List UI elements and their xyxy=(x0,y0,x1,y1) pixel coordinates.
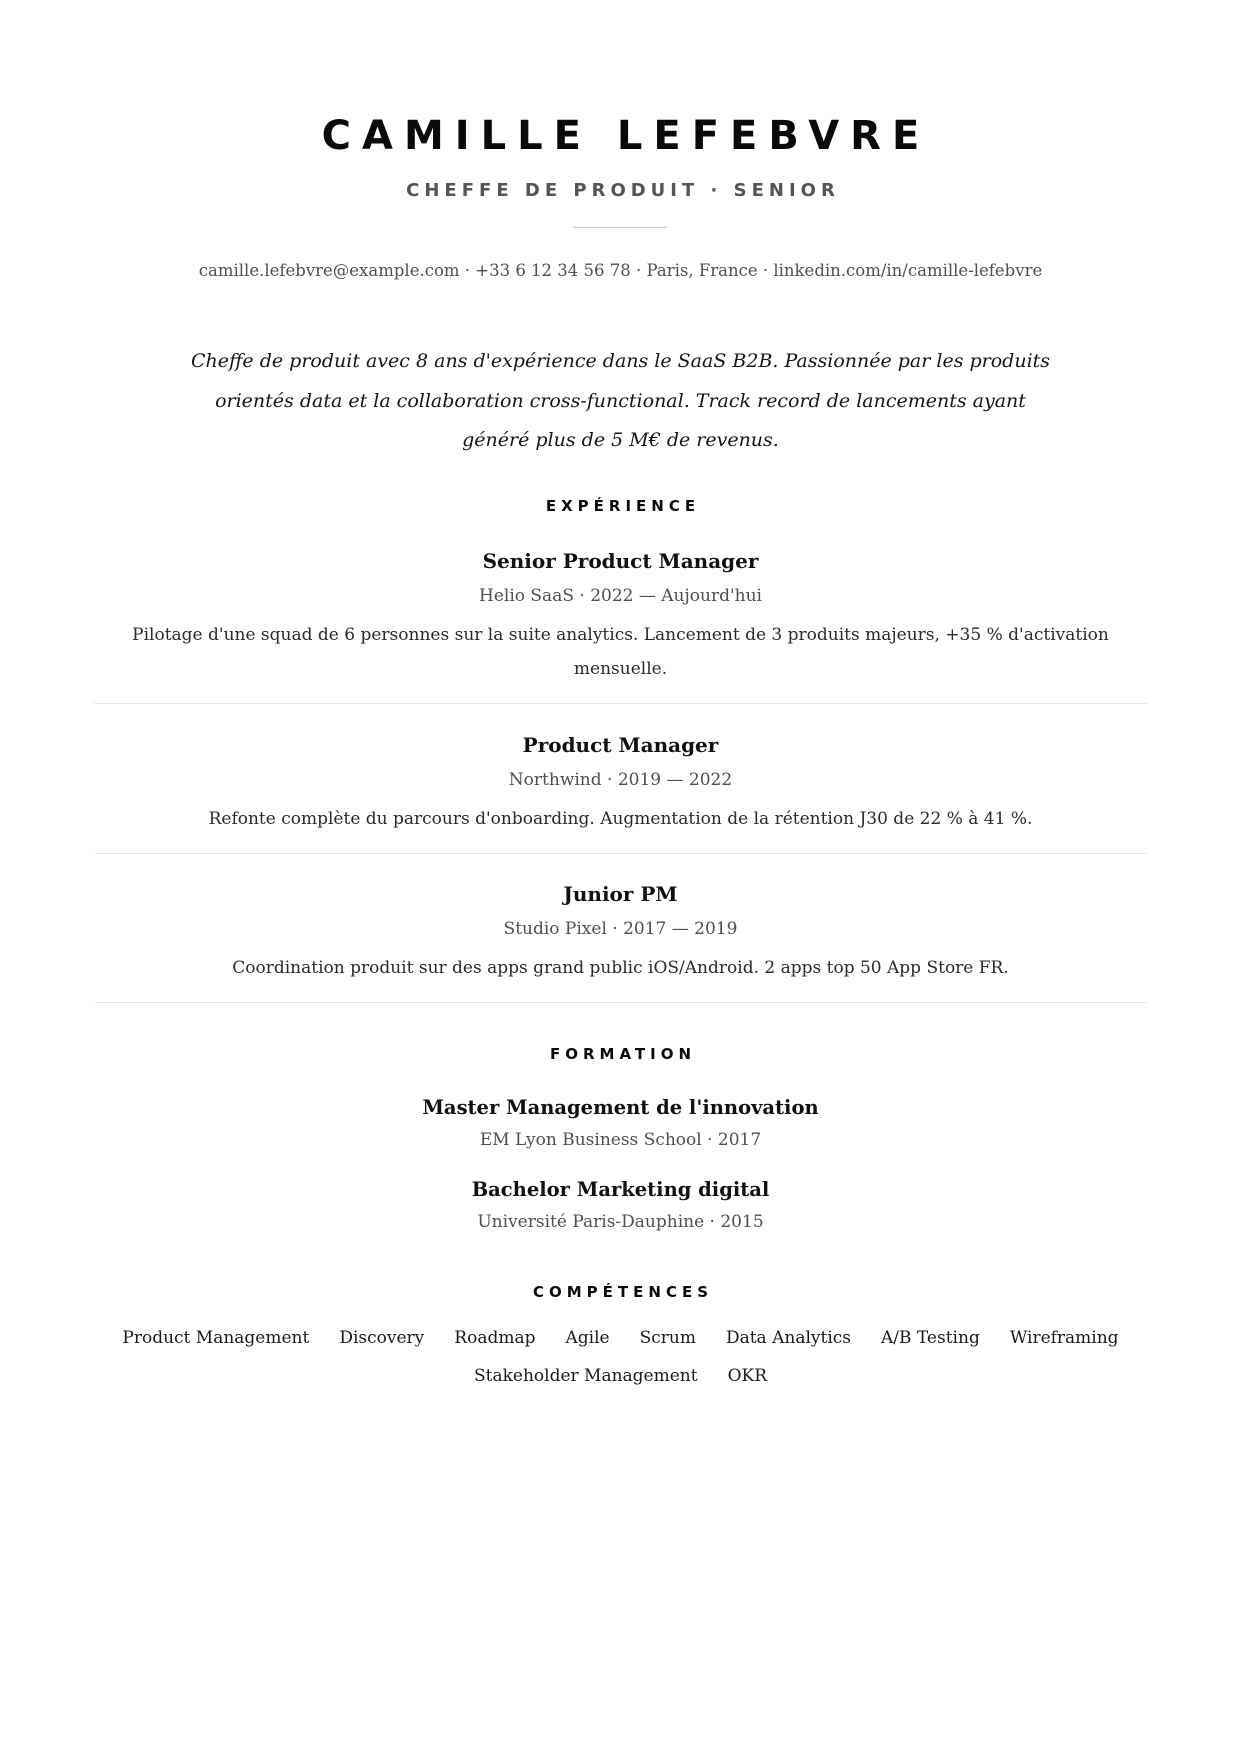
job-title: Product Manager xyxy=(522,733,719,757)
experience-item xyxy=(94,880,1147,1003)
skills-heading: COMPÉTENCES xyxy=(532,1283,714,1301)
contact-line: camille.lefebvre@example.com · +33 6 12 34 56 78 · Paris, France · linkedin.com/in/camille-lefebvre xyxy=(198,261,1043,280)
profile-summary: Cheffe de produit avec 8 ans d'expérience dans le SaaS B2B. Passionnée par les produits orientés data et la collaboration cross-functional. Track record de lancements ayant généré plus de 5 M€ de revenus. xyxy=(190,350,1051,451)
job-title: Senior Product Manager xyxy=(482,549,759,573)
skill-item: Stakeholder Management xyxy=(473,1366,698,1386)
skill-item: Product Management xyxy=(122,1328,310,1348)
skill-item: Agile xyxy=(565,1328,610,1348)
job-description: Refonte complète du parcours d'onboarding. Augmentation de la rétention J30 de 22 % à 41 %. xyxy=(208,809,1033,829)
job-meta: Helio SaaS · 2022 — Aujourd'hui xyxy=(479,586,762,606)
education-item xyxy=(94,1094,1147,1152)
skill-item: Scrum xyxy=(639,1328,696,1348)
degree-meta: EM Lyon Business School · 2017 xyxy=(479,1130,762,1150)
skills-list xyxy=(114,1326,1127,1388)
header-divider xyxy=(573,227,667,228)
job-description: Pilotage d'une squad de 6 personnes sur la suite analytics. Lancement de 3 produits majeurs, +35 % d'activation mensuelle. xyxy=(132,625,1109,679)
job-meta: Studio Pixel · 2017 — 2019 xyxy=(503,919,738,939)
experience-item xyxy=(94,547,1147,704)
skill-item: A/B Testing xyxy=(881,1328,980,1348)
job-title: Junior PM xyxy=(563,882,678,906)
skill-item: Data Analytics xyxy=(725,1328,852,1348)
experience-heading: EXPÉRIENCE xyxy=(545,497,701,515)
skill-item: Discovery xyxy=(339,1328,425,1348)
degree-title: Bachelor Marketing digital xyxy=(471,1178,770,1201)
education-item xyxy=(94,1176,1147,1234)
job-description: Coordination produit sur des apps grand public iOS/Android. 2 apps top 50 App Store FR. xyxy=(232,958,1009,978)
candidate-name: CAMILLE LEFEBVRE xyxy=(321,113,931,159)
degree-title: Master Management de l'innovation xyxy=(422,1096,819,1119)
job-meta: Northwind · 2019 — 2022 xyxy=(508,770,733,790)
degree-meta: Université Paris-Dauphine · 2015 xyxy=(477,1212,764,1232)
education-heading: FORMATION xyxy=(549,1045,697,1063)
skill-item: OKR xyxy=(727,1366,768,1386)
skill-item: Wireframing xyxy=(1009,1328,1119,1348)
candidate-role: CHEFFE DE PRODUIT · SENIOR xyxy=(406,180,840,201)
skill-item: Roadmap xyxy=(454,1328,536,1348)
experience-item xyxy=(94,731,1147,854)
